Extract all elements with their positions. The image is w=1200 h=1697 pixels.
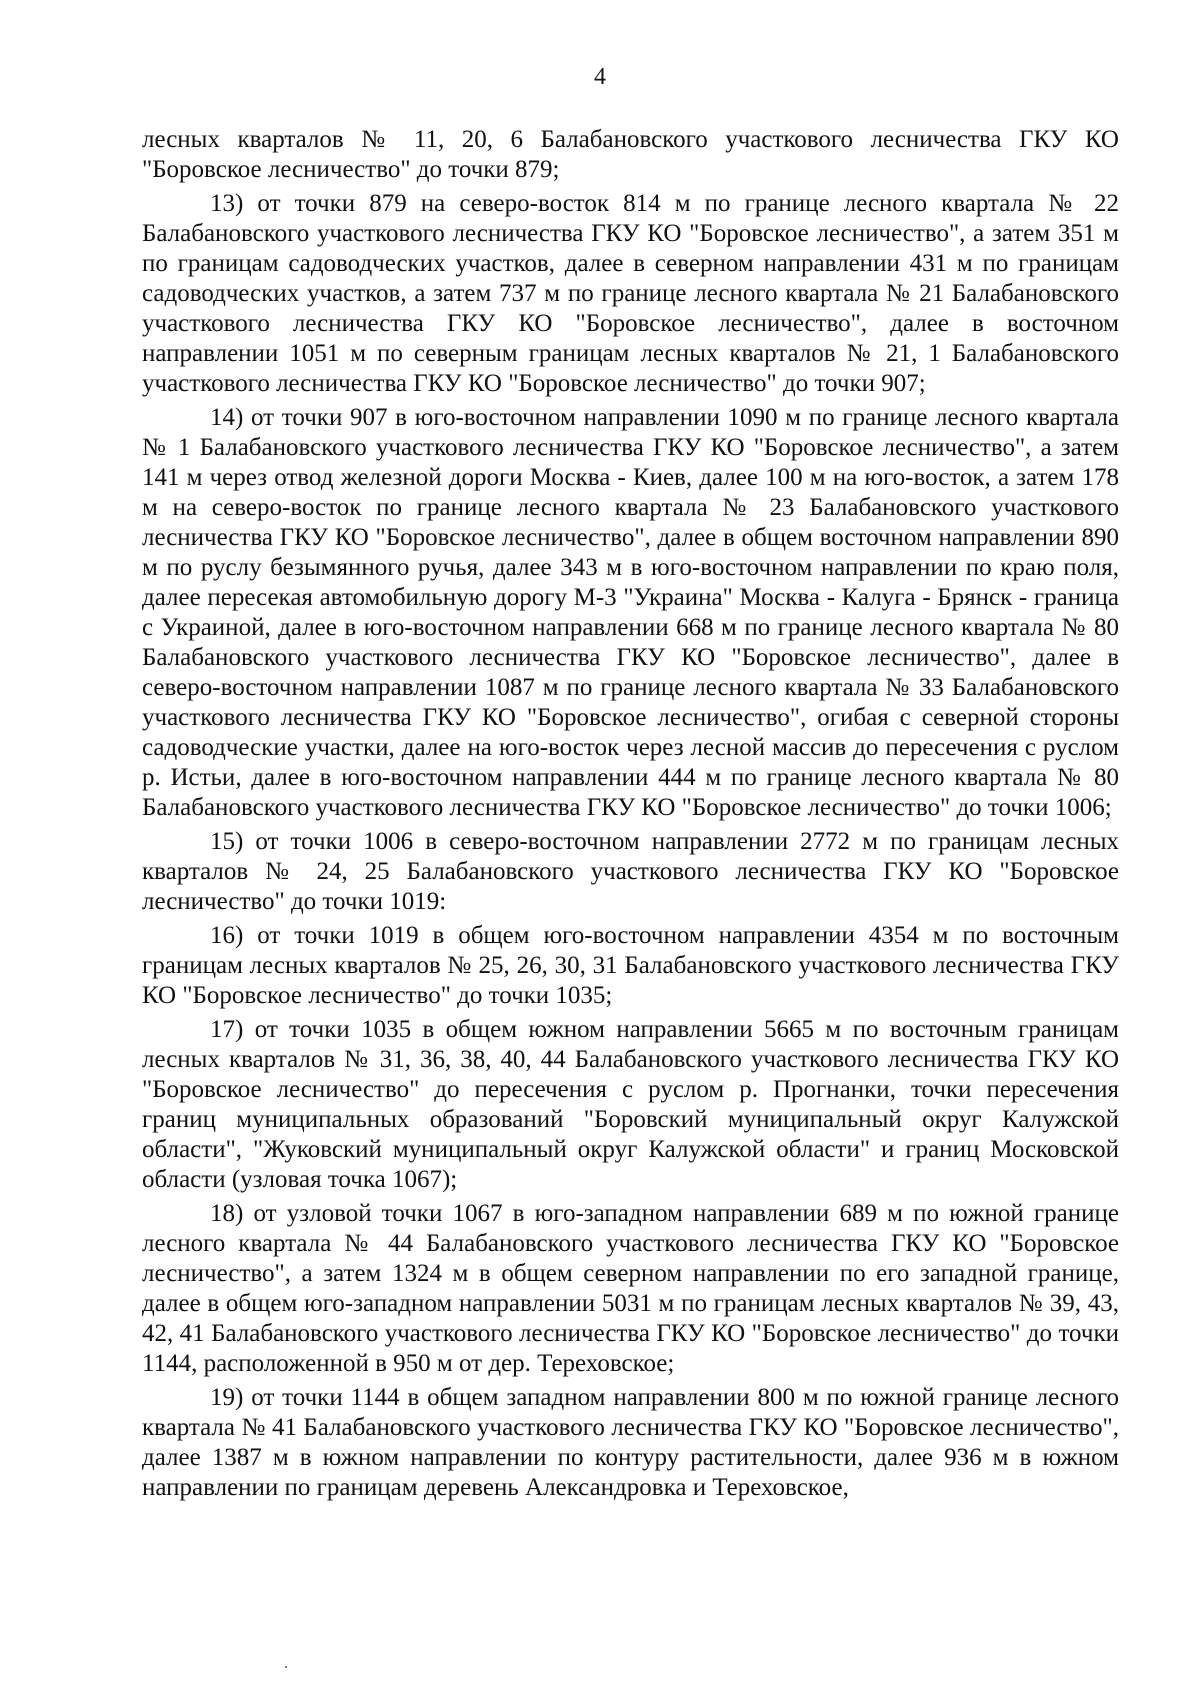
paragraph-item-16: 16) от точки 1019 в общем юго-восточном направлении 4354 м по восточным границам лесных кварталов № 25, 26, 30, 31 Балабановского участкового лесничества ГКУ КО "Боровское лесничество" до точки 1035; bbox=[142, 922, 1119, 1009]
paragraph-item-14: 14) от точки 907 в юго-восточном направлении 1090 м по границе лесного квартала № 1 Балабановского участкового лесничества ГКУ КО "Боровское лесничество", а затем 141 м через отвод железной дороги Москва - Киев, далее 100 м на юго-восток, а затем 178 м на северо-восток по границе лесного квартала № 23 Балабановского участкового лесничества ГКУ КО "Боровское лесничество", далее в общем восточном направлении 890 м по руслу безымянного ручья, далее 343 м в юго-восточном направлении по краю поля, далее пересекая автомобильную дорогу М-3 "Украина" Москва - Калуга - Брянск - граница с Украиной, далее в юго-восточном направлении 668 м по границе лесного квартала № 80 Балабановского участкового лесничества ГКУ КО "Боровское лесничество", далее в северо-восточном направлении 1087 м по границе лесного квартала № 33 Балабановского участкового лесничества ГКУ КО "Боровское лесничество", огибая с северной стороны садоводческие участки, далее на юго-восток через лесной массив до пересечения с руслом р. Истьи, далее в юго-восточном направлении 444 м по границе лесного квартала № 80 Балабановского участкового лесничества ГКУ КО "Боровское лесничество" до точки 1006; bbox=[142, 404, 1119, 821]
document-body bbox=[142, 125, 1119, 1507]
scan-speck bbox=[285, 1666, 287, 1668]
paragraph-item-15: 15) от точки 1006 в северо-восточном направлении 2772 м по границам лесных кварталов № 24, 25 Балабановского участкового лесничества ГКУ КО "Боровское лесничество" до точки 1019: bbox=[142, 828, 1119, 915]
paragraph-item-17: 17) от точки 1035 в общем южном направлении 5665 м по восточным границам лесных кварталов № 31, 36, 38, 40, 44 Балабановского участкового лесничества ГКУ КО "Боровское лесничество" до пересечения с руслом р. Прогнанки, точки пересечения границ муниципальных образований "Боровский муниципальный округ Калужской области", "Жуковский муниципальный округ Калужской области" и границ Московской области (узловая точка 1067); bbox=[142, 1016, 1119, 1193]
paragraph-item-18: 18) от узловой точки 1067 в юго-западном направлении 689 м по южной границе лесного квартала № 44 Балабановского участкового лесничества ГКУ КО "Боровское лесничество", а затем 1324 м в общем северном направлении по его западной границе, далее в общем юго-западном направлении 5031 м по границам лесных кварталов № 39, 43, 42, 41 Балабановского участкового лесничества ГКУ КО "Боровское лесничество" до точки 1144, расположенной в 950 м от дер. Тереховское; bbox=[142, 1200, 1119, 1377]
paragraph-item-13: 13) от точки 879 на северо-восток 814 м по границе лесного квартала № 22 Балабановского участкового лесничества ГКУ КО "Боровское лесничество", а затем 351 м по границам садоводческих участков, далее в северном направлении 431 м по границам садоводческих участков, а затем 737 м по границе лесного квартала № 21 Балабановского участкового лесничества ГКУ КО "Боровское лесничество", далее в восточном направлении 1051 м по северным границам лесных кварталов № 21, 1 Балабановского участкового лесничества ГКУ КО "Боровское лесничество" до точки 907; bbox=[142, 190, 1119, 397]
paragraph-item-19: 19) от точки 1144 в общем западном направлении 800 м по южной границе лесного квартала № 41 Балабановского участкового лесничества ГКУ КО "Боровское лесничество", далее 1387 м в южном направлении по контуру растительности, далее 936 м в южном направлении по границам деревень Александровка и Тереховское, bbox=[142, 1384, 1119, 1501]
page-number: 4 bbox=[594, 64, 606, 90]
paragraph-continuation: лесных кварталов № 11, 20, 6 Балабановского участкового лесничества ГКУ КО "Боровское лесничество" до точки 879; bbox=[142, 126, 1119, 183]
